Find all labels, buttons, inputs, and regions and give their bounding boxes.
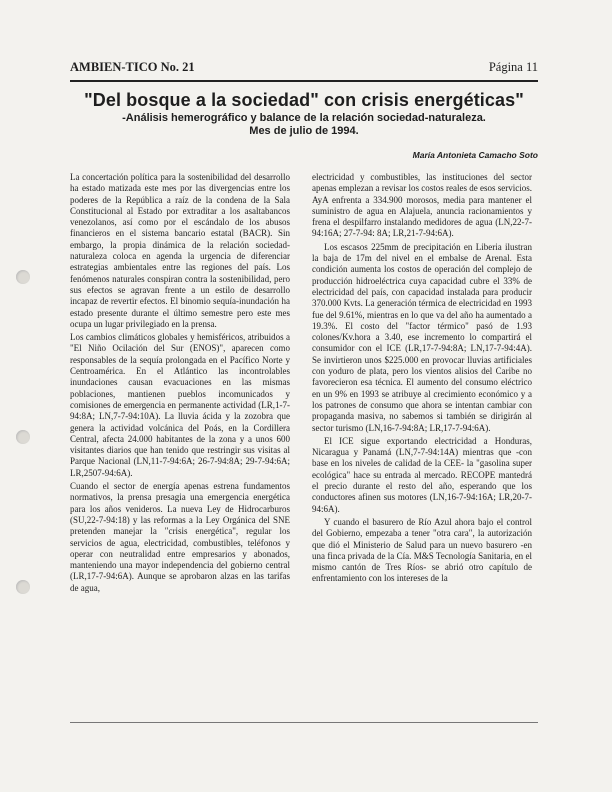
header-rule — [70, 80, 538, 82]
right-column — [312, 172, 532, 587]
left-column — [70, 172, 290, 596]
binder-holes — [0, 0, 40, 792]
article-title: "Del bosque a la sociedad" con crisis energéticas" — [84, 90, 524, 110]
paragraph: Cuando el sector de energía apenas estrena fundamentos normativos, la prensa presagia una emergencia energética para los años venideros. La nueva Ley de Hidrocarburos (SU,22-7-94:18) y las reformas a la Ley Orgánica del SNE pretenden manejar la "crisis energética", regular los servicios de agua, electricidad, combustibles, teléfonos y operar con neutralidad entre empresarios y abonados, manteniendo una mayor independencia del gobierno central (LR,17-7-94:6A). Aunque se aprobaron alzas en las tarifas de agua, — [70, 481, 290, 593]
article-subtitle — [70, 112, 538, 138]
publication-name: AMBIEN-TICO No. 21 — [70, 60, 195, 74]
subtitle-line: Mes de julio de 1994. — [249, 125, 359, 137]
binder-hole — [16, 430, 30, 444]
paragraph: El ICE sigue exportando electricidad a Honduras, Nicaragua y Panamá (LN,7-7-94:14A) mientras que -con base en los niveles de calidad de la CEE- la "gasolina super ecológica" hace su entrada al mercado. RECOPE mantedrá el precio durante el resto del año, esperando que los conductores afinen sus motores (LN,16-7-94:16A; LR,20-7-94:6A). — [312, 435, 532, 514]
paragraph: Los escasos 225mm de precipitación en Liberia ilustran la baja de 17m del nivel en el embalse de Arenal. Esta condición aumenta los costos de operación del complejo de producción hidroeléctrica cuya capacidad cubre el 33% de electricidad del país, con capacidad instalada para producir 370.000 Kvts. La generación térmica de electricidad en 1993 fue del 9.61%, mientras en lo que va del año ha aumentado a 19.3%. El costo del "factor térmico" pasó de 1.93 colones/Kv.hora a 3.40, ese incremento lo compartirá el consumidor con el ICE (LR,17-7-94:8A; LN,17-7-94:4A). Se invirtieron unos $225.000 en provocar lluvias artificiales con yoduro de plata, pero los vientos alisios del Caribe no favorecieron esa técnica. El aumento del consumo eléctrico en un 9% en 1993 se atribuye al crecimiento económico y a los patrones de consumo que ahora se intentan cambiar con propaganda masiva, no sabemos si también se dirigirán al sector turismo (LN,16-7-94:8A; LR,17-7-94:6A). — [312, 241, 532, 433]
paragraph: Y cuando el basurero de Río Azul ahora bajo el control del Gobierno, empezaba a tener "otra cara", la autorización que dió el Ministerio de Salud para un nuevo basurero -en una finca privada de la Cía. M&S Tecnología Sanitaria, en el mismo cantón de Tres Ríos- se abrió otro capítulo de enfrentamiento con los intereses de la — [312, 516, 532, 584]
paragraph: electricidad y combustibles, las instituciones del sector apenas emplezan a revisar los costos reales de esos servicios. AyA enfrenta a 334.900 morosos, media para mantener el suministro de agua en Alajuela, anuncia racionamientos y frena el despilfarro instalando medidores de agua (LN,22-7-94:16A; 27-7-94: 8A; LR,21-7-94:6A). — [312, 172, 532, 239]
binder-hole — [16, 270, 30, 284]
subtitle-line: -Análisis hemerográfico y balance de la relación sociedad-naturaleza. — [122, 112, 486, 124]
footer-rule — [70, 722, 538, 723]
page-number: Página 11 — [488, 60, 538, 74]
paragraph: Los cambios climáticos globales y hemisféricos, atribuidos a "El Niño Ocilación del Sur (ENOS)", aparecen como responsables de la sequía prolongada en el Pacífico Norte y Centroamérica. En el Atlántico las incontrolables inundaciones causan evacuaciones en las mismas poblaciones, mantienen pueblos incomunicados y comisiones de emergencia en permanente actividad (LR,1-7-94:8A; LN,7-7-94:10A). La lluvia ácida y la zozobra que genera la actividad volcánica del Poás, en la Cordillera Central, afecta 24.000 habitantes de la zona y a unos 600 visitantes diarios que han tenido que restringir sus visitas al Parque Nacional (LN,11-7-94:6A; 26-7-94:8A; 29-7-94:6A; LR,2507-94:6A). — [70, 332, 290, 478]
article-author: María Antonieta Camacho Soto — [412, 150, 538, 160]
paragraph: La concertación política para la sostenibilidad del desarrollo ha estado matizada este mes por las divergencias entre los poderes de la República a raíz de la condena de la Sala Constitucional al Estado por extraditar a los asaltabancos venezolanos, así como por el escándalo de los abusos financieros en el sistema bancario estatal (BACR). Sin embargo, la propia dinámica de la relación sociedad-naturaleza coloca en agenda la urgencia de diferenciar estrategias ambientales entre las regiones del país. Los fenómenos naturales conspiran contra la sostenibilidad, pero sus efectos se agravan frente a un estilo de desarrollo incapaz de revertir efectos. El binomio sequía-inundación ha estado presente durante el último semestre pero este mes ocupa un lugar privilegiado en la prensa. — [70, 172, 290, 329]
binder-hole — [16, 580, 30, 594]
page-header — [70, 60, 538, 80]
